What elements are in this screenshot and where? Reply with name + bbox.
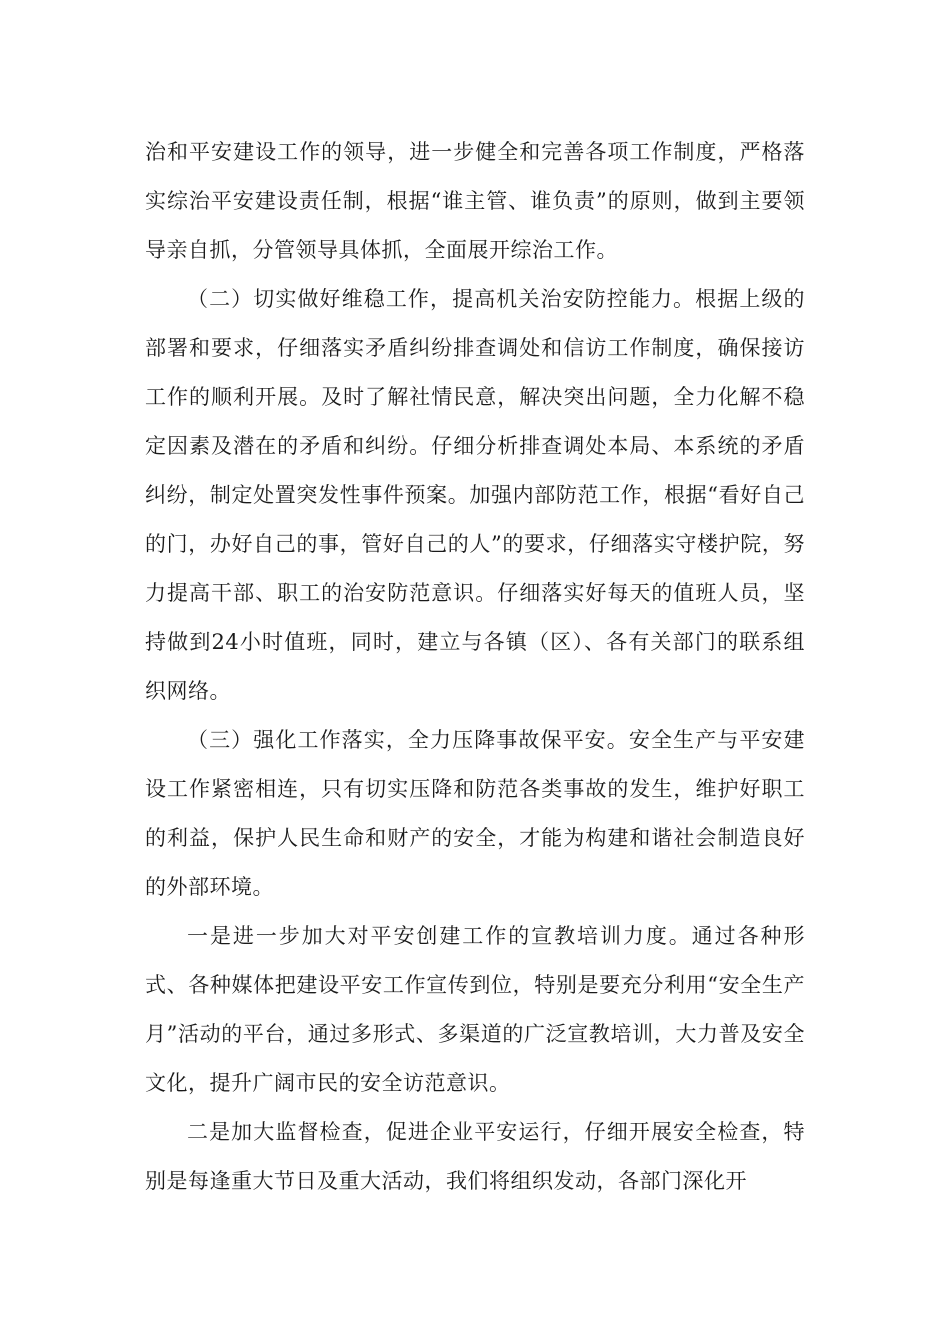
paragraph-2: （二）切实做好维稳工作，提高机关治安防控能力。根据上级的部署和要求，仔细落实矛盾纠纷排查调处和信访工作制度，确保接访工作的顺利开展。及时了解社情民意，解决突出问题，全力化解不稳定因素及潜在的矛盾和纠纷。仔细分析排查调处本局、本系统的矛盾纠纷，制定处置突发性事件预案。加强内部防范工作，根据“看好自己的门，办好自己的事，管好自己的人”的要求，仔细落实守楼护院，努力提高干部、职工的治安防范意识。仔细落实好每天的值班人员，坚持做到24小时值班，同时，建立与各镇（区）、各有关部门的联系组织网络。 xyxy=(145,287,805,703)
paragraph-3: （三）强化工作落实，全力压降事故保平安。安全生产与平安建设工作紧密相连，只有切实压降和防范各类事故的发生，维护好职工的利益，保护人民生命和财产的安全，才能为构建和谐社会制造良好的外部环境。 xyxy=(145,728,805,899)
paragraph-1: 治和平安建设工作的领导，进一步健全和完善各项工作制度，严格落实综治平安建设责任制，根据“谁主管、谁负责”的原则，做到主要领导亲自抓，分管领导具体抓，全面展开综治工作。 xyxy=(145,140,805,262)
paragraph-4: 一是进一步加大对平安创建工作的宣教培训力度。通过各种形式、各种媒体把建设平安工作宣传到位，特别是要充分利用“安全生产月”活动的平台，通过多形式、多渠道的广泛宣教培训，大力普及安全文化，提升广阔市民的安全访范意识。 xyxy=(145,924,805,1095)
document-body xyxy=(145,128,805,1206)
paragraph-5: 二是加大监督检查，促进企业平安运行，仔细开展安全检查，特别是每逢重大节日及重大活动，我们将组织发动，各部门深化开 xyxy=(145,1120,805,1193)
